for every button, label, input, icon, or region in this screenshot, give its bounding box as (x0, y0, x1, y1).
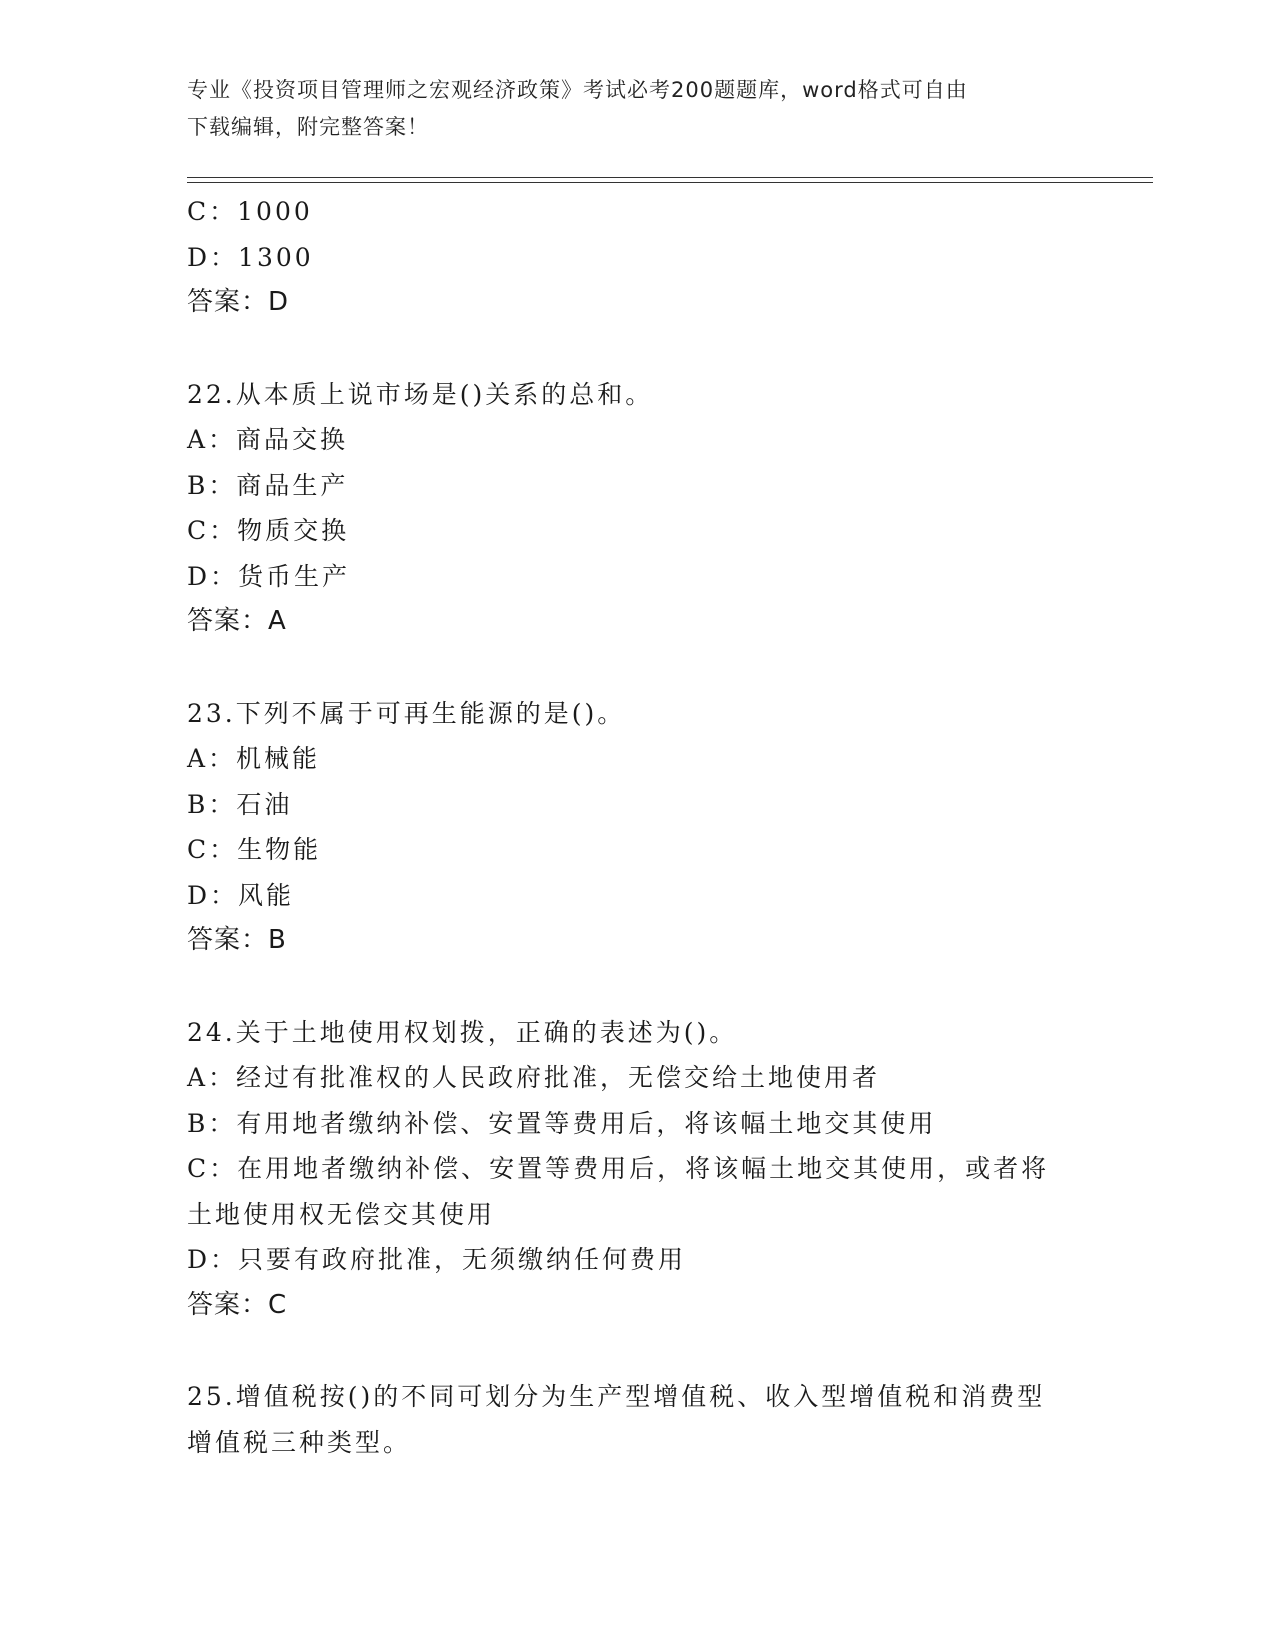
question-stem: 23.下列不属于可再生能源的是()。 (187, 698, 626, 728)
option-c: C：生物能 (187, 835, 322, 864)
option-c: C：物质交换 (187, 516, 350, 545)
option-d: D：1300 (187, 242, 314, 272)
question-list (187, 189, 1087, 1465)
header-divider-bottom (187, 182, 1153, 183)
header-line-2: 下载编辑，附完整答案！ (187, 115, 429, 139)
option-b: B：商品生产 (187, 470, 349, 500)
option-a: A：经过有批准权的人民政府批准，无偿交给土地使用者 (187, 1063, 881, 1092)
header-divider-top (187, 177, 1153, 178)
answer: 答案：A (187, 606, 287, 636)
question-25 (187, 1374, 1087, 1465)
option-a: A：机械能 (187, 744, 321, 773)
question-24 (187, 1010, 1087, 1329)
option-d: D：只要有政府批准，无须缴纳任何费用 (187, 1245, 687, 1274)
document-header (187, 72, 1067, 146)
question-stem: 22.从本质上说市场是()关系的总和。 (187, 379, 654, 409)
question-23 (187, 691, 1087, 964)
answer: 答案：C (187, 1289, 288, 1320)
answer: 答案：D (187, 287, 290, 317)
option-c: C：在用地者缴纳补偿、安置等费用后，将该幅土地交其使用，或者将 (187, 1154, 1050, 1183)
header-line-1: 专业《投资项目管理师之宏观经济政策》考试必考200题题库，word格式可自由 (187, 78, 968, 102)
question-21-tail (187, 189, 1087, 326)
option-b: B：有用地者缴纳补偿、安置等费用后，将该幅土地交其使用 (187, 1108, 937, 1138)
answer: 答案：B (187, 925, 287, 955)
option-d: D：风能 (187, 880, 295, 910)
option-c-continued: 土地使用权无偿交其使用 (187, 1199, 496, 1229)
option-a: A：商品交换 (187, 425, 349, 454)
question-stem: 24.关于土地使用权划拨，正确的表述为()。 (187, 1017, 738, 1047)
question-stem-continued: 增值税三种类型。 (187, 1427, 412, 1457)
question-22 (187, 372, 1087, 645)
option-b: B：石油 (187, 789, 293, 819)
question-stem: 25.增值税按()的不同可划分为生产型增值税、收入型增值税和消费型 (187, 1382, 1046, 1411)
option-c: C：1000 (187, 197, 313, 226)
option-d: D：货币生产 (187, 561, 351, 591)
